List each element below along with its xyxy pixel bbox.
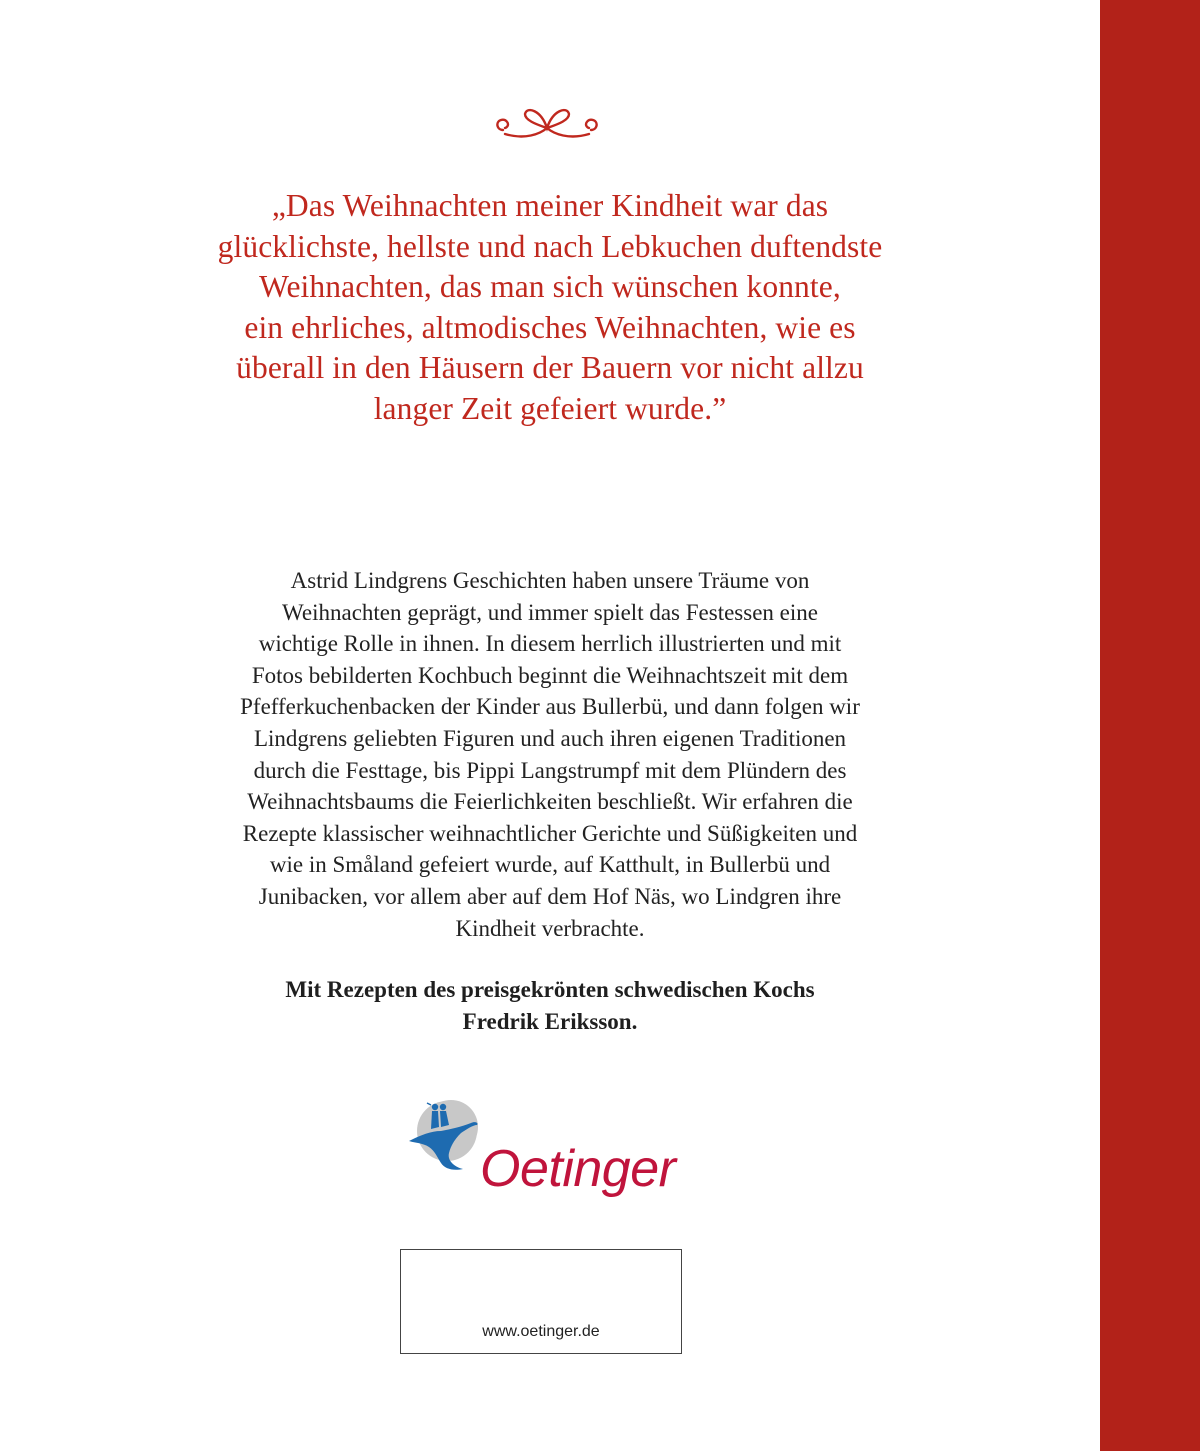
publisher-wordmark: Oetinger: [480, 1140, 676, 1198]
quote-line: Weihnachten, das man sich wünschen konnte,: [259, 269, 841, 305]
description-line: Junibacken, vor allem aber auf dem Hof Näs, wo Lindgren ihre: [258, 883, 842, 909]
goose-riders-logo-icon: [405, 1095, 485, 1175]
quote-block: [100, 186, 1000, 430]
barcode-box: [400, 1249, 682, 1354]
chef-credit: [100, 974, 1000, 1037]
credit-line: Mit Rezepten des preisgekrönten schwedischen Kochs: [285, 977, 815, 1002]
quote-line: langer Zeit gefeiert wurde.”: [373, 390, 727, 426]
description-line: Fotos bebilderten Kochbuch beginnt die Weihnachtszeit mit dem: [251, 662, 849, 688]
description-line: wichtige Rolle in ihnen. In diesem herrlich illustrierten und mit: [258, 631, 842, 657]
ribbon-flourish-icon: [485, 100, 605, 150]
quote-line: „Das Weihnachten meiner Kindheit war das: [271, 188, 829, 223]
red-side-band: [1100, 0, 1200, 1451]
description-line: Astrid Lindgrens Geschichten haben unsere Träume von: [290, 568, 810, 593]
credit-line: Fredrik Eriksson.: [462, 1008, 638, 1034]
description-line: Pfefferkuchenbacken der Kinder aus Bullerbü, und dann folgen wir: [240, 694, 860, 720]
quote-line: überall in den Häusern der Bauern vor nicht allzu: [236, 350, 864, 386]
quote-line: ein ehrliches, altmodisches Weihnachten, wie es: [244, 309, 856, 345]
description-line: wie in Småland gefeiert wurde, auf Katthult, in Bullerbü und: [269, 852, 831, 878]
publisher-logo: [405, 1095, 680, 1215]
description-paragraph: [100, 565, 1000, 944]
publisher-url: www.oetinger.de: [482, 1323, 600, 1340]
description-line: Kindheit verbrachte.: [455, 915, 645, 941]
description-line: durch die Festtage, bis Pippi Langstrumpf mit dem Plündern des: [253, 757, 847, 783]
description-line: Lindgrens geliebten Figuren und auch ihren eigenen Traditionen: [253, 725, 847, 751]
description-line: Weihnachtsbaums die Feierlichkeiten beschließt. Wir erfahren die: [247, 789, 853, 815]
description-line: Weihnachten geprägt, und immer spielt das Festessen eine: [282, 599, 818, 625]
description-line: Rezepte klassischer weihnachtlicher Gerichte und Süßigkeiten und: [242, 820, 858, 846]
quote-line: glücklichste, hellste und nach Lebkuchen duftendste: [217, 228, 883, 264]
